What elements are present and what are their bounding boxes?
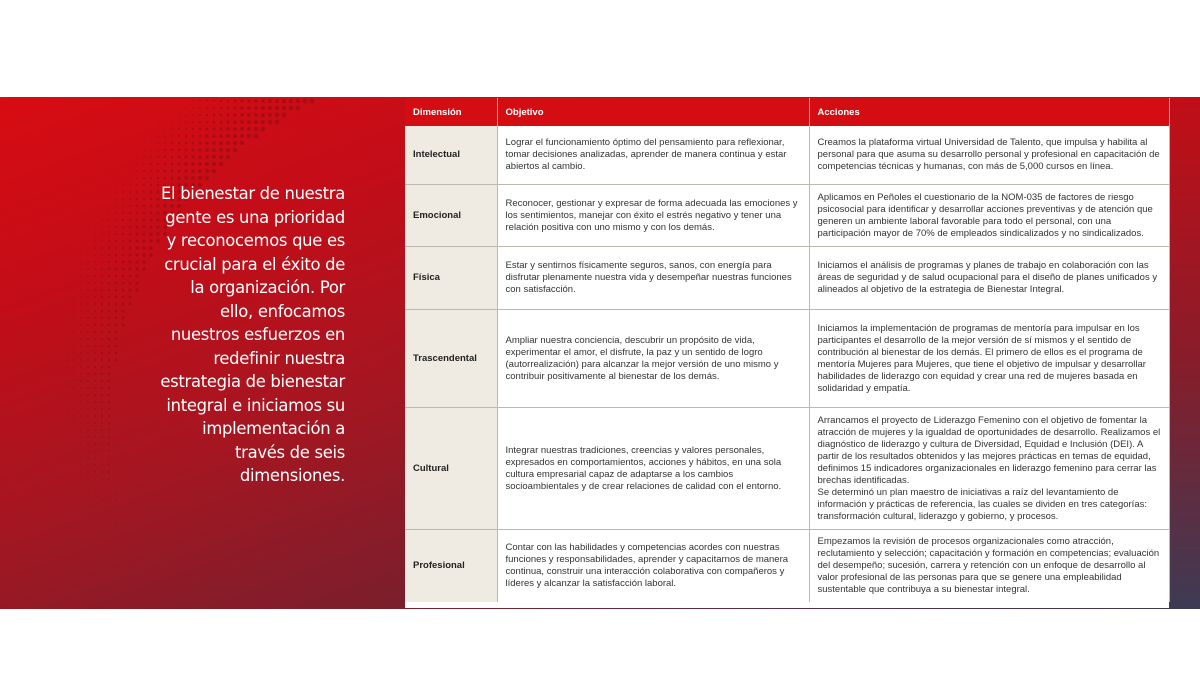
objetivo-cell: Ampliar nuestra conciencia, descubrir un propósito de vida, experimentar el amor, el disfrute, la paz y un sentido de logro (autorrealización) para alcanzar la mejor versión de uno mismo y contribuir positivamente al bienestar de los demás.	[497, 310, 809, 408]
dimension-cell: Cultural	[405, 408, 497, 530]
header-dimension: Dimensión	[405, 98, 497, 126]
acciones-cell: Iniciamos el análisis de programas y planes de trabajo en colaboración con las áreas de seguridad y de salud ocupacional para el diseño de planes unificados y alineados al objetivo de la estrategia de Bienestar Integral.	[809, 247, 1169, 310]
dimension-cell: Trascendental	[405, 310, 497, 408]
table-row	[405, 247, 1169, 310]
objetivo-cell: Reconocer, gestionar y expresar de forma adecuada las emociones y los sentimientos, manejar con éxito el estrés negativo y tener una relación positiva con uno mismo y con los demás.	[497, 185, 809, 247]
dimension-cell: Física	[405, 247, 497, 310]
intro-paragraph: El bienestar de nuestra gente es una prioridad y reconocemos que es crucial para el éxito de la organización. Por ello, enfocamos nuestros esfuerzos en redefinir nuestra estrategia de bienestar integral e iniciamos su implementación a través de seis dimensiones.	[160, 184, 345, 485]
dimension-cell: Profesional	[405, 530, 497, 603]
table-row	[405, 185, 1169, 247]
acciones-cell: Arrancamos el proyecto de Liderazgo Femenino con el objetivo de fomentar la atracción de mujeres y la igualdad de oportunidades de desarrollo. Realizamos el diagnóstico de liderazgo y cultura de Diversidad, Equidad e Inclusión (DEI). A partir de los resultados obtenidos y las mejores prácticas en temas de equidad, definimos 15 indicadores organizacionales en liderazgo femenino para cerrar las brechas identificadas. Se determinó un plan maestro de iniciativas a raíz del levantamiento de información y prácticas de referencia, las cuales se dividen en tres categorías: transformación cultural, liderazgo y gobierno, y procesos.	[809, 408, 1169, 530]
dimension-cell: Intelectual	[405, 126, 497, 185]
objetivo-cell: Integrar nuestras tradiciones, creencias y valores personales, expresados en comportamientos, acciones y hábitos, en una sola cultura empresarial capaz de adaptarse a los cambios socioambientales y de crear relaciones de calidad con el entorno.	[497, 408, 809, 530]
acciones-cell: Iniciamos la implementación de programas de mentoría para impulsar en los participantes el desarrollo de la mejor versión de sí mismos y el sentido de contribución al bienestar de los demás. El primero de ellos es el programa de mentoría Mujeres para Mujeres, que tiene el objetivo de impulsar y desarrollar habilidades de liderazgo con equidad y crear una red de mujeres basada en solidaridad y empatía.	[809, 310, 1169, 408]
table-header-row	[405, 98, 1169, 126]
table-row	[405, 310, 1169, 408]
table-row	[405, 530, 1169, 603]
objetivo-cell: Contar con las habilidades y competencias acordes con nuestras funciones y responsabilidades, aprender y capacitarnos de manera continua, construir una interacción colaborativa con compañeros y líderes y alcanzar la satisfacción laboral.	[497, 530, 809, 603]
header-acciones: Acciones	[809, 98, 1169, 126]
acciones-cell: Aplicamos en Peñoles el cuestionario de la NOM-035 de factores de riesgo psicosocial para identificar y desarrollar acciones preventivas y de atención que generen un ambiente laboral favorable para todo el personal, con una participación mayor de 70% de empleados sindicalizados y no sindicalizados.	[809, 185, 1169, 247]
acciones-cell: Creamos la plataforma virtual Universidad de Talento, que impulsa y habilita al personal para que asuma su desarrollo personal y profesional en capacitación de competencias técnicas y humanas, con más de 5,000 cursos en línea.	[809, 126, 1169, 185]
dimension-cell: Emocional	[405, 185, 497, 247]
acciones-cell: Empezamos la revisión de procesos organizacionales como atracción, reclutamiento y selección; capacitación y formación en competencias; evaluación del desempeño; sucesión, carrera y retención con un enfoque de desarrollo al valor profesional de las personas para que se genere una empleabilidad sustentable que contribuya a su bienestar integral.	[809, 530, 1169, 603]
objetivo-cell: Estar y sentirnos físicamente seguros, sanos, con energía para disfrutar plenamente nuestra vida y desempeñar nuestras funciones con satisfacción.	[497, 247, 809, 310]
table-row	[405, 126, 1169, 185]
objetivo-cell: Lograr el funcionamiento óptimo del pensamiento para reflexionar, tomar decisiones analizadas, aprender de manera continua y estar abiertos al cambio.	[497, 126, 809, 185]
table-row	[405, 408, 1169, 530]
dimensions-table	[405, 98, 1169, 608]
header-objetivo: Objetivo	[497, 98, 809, 126]
